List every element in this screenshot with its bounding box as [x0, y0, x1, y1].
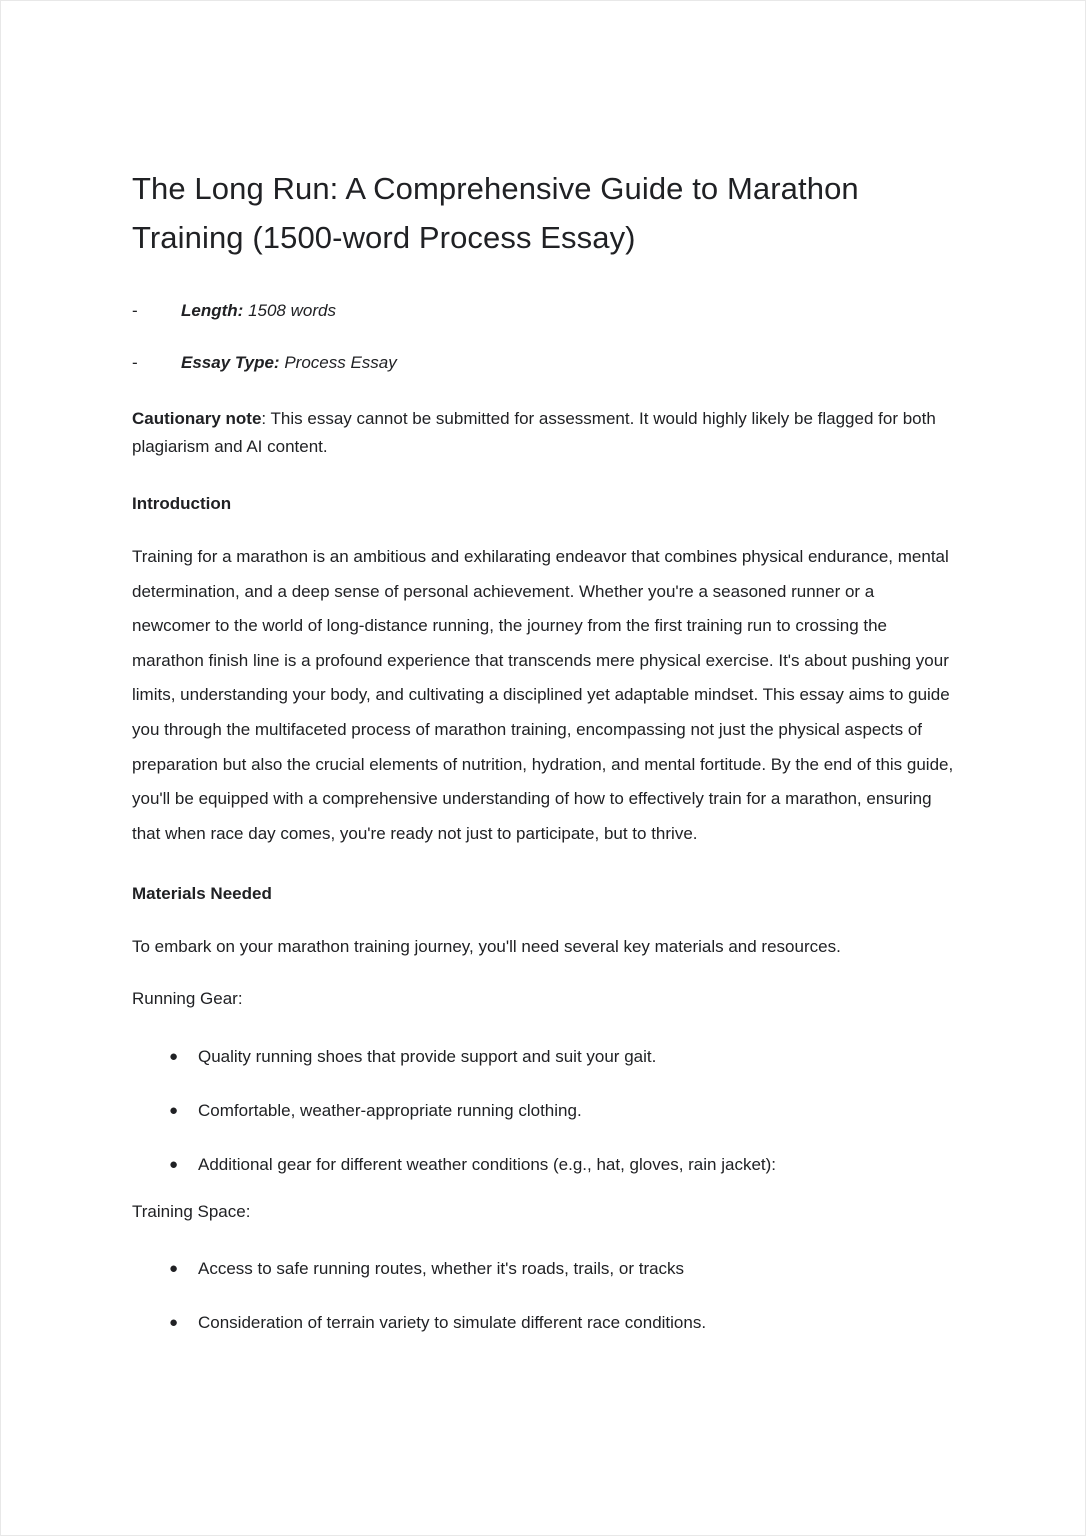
cautionary-note [132, 405, 957, 461]
list-item-text: Comfortable, weather-appropriate running clothing. [198, 1100, 582, 1120]
bullet-list-running-gear [132, 1044, 957, 1178]
page-title: The Long Run: A Comprehensive Guide to Marathon Training (1500-word Process Essay) [132, 171, 859, 255]
metadata-item-length [132, 299, 957, 323]
subgroup-label-running-gear: Running Gear: [132, 988, 243, 1008]
subgroup-label-training-space: Training Space: [132, 1201, 251, 1221]
metadata-value-essay-type: Process Essay [284, 353, 397, 372]
document-content [132, 1, 957, 1336]
metadata-label-length: Length: [181, 301, 244, 320]
list-item-text: Access to safe running routes, whether it's roads, trails, or tracks [198, 1259, 685, 1279]
cautionary-note-label: Cautionary note [132, 409, 262, 428]
section-paragraph-materials-needed: To embark on your marathon training journey, you'll need several key materials and resources. [132, 937, 841, 957]
section-heading-materials-needed: Materials Needed [132, 884, 272, 904]
section-heading-introduction: Introduction [132, 494, 232, 513]
dash-marker-icon: - [132, 353, 138, 372]
dash-marker-icon: - [132, 301, 138, 320]
list-item-text: Quality running shoes that provide support and suit your gait. [198, 1046, 657, 1066]
bullet-dot-icon: ● [169, 1155, 179, 1173]
bullet-dot-icon: ● [169, 1047, 179, 1065]
bullet-dot-icon: ● [169, 1314, 179, 1332]
bullet-dot-icon: ● [169, 1260, 179, 1278]
metadata-item-essay-type [132, 351, 957, 375]
metadata-value-length: 1508 words [248, 301, 336, 320]
list-item [132, 1256, 957, 1282]
list-item [132, 1044, 957, 1070]
list-item [132, 1098, 957, 1124]
bullet-list-training-space [132, 1256, 957, 1336]
bullet-dot-icon: ● [169, 1101, 179, 1119]
section-paragraph-introduction: Training for a marathon is an ambitious and exhilarating endeavor that combines physical endurance, mental determination, and a deep sense of personal achievement. Whether you're a seasoned runner or a newcomer to the world of long-distance running, the journey from the first training run to crossing the marathon finish line is a profound experience that transcends mere physical exercise. It's about pushing your limits, understanding your body, and cultivating a disciplined yet adaptable mindset. This essay aims to guide you through the multifaceted process of marathon training, encompassing not just the physical aspects of preparation but also the crucial elements of nutrition, hydration, and mental fortitude. By the end of this guide, you'll be equipped with a comprehensive understanding of how to effectively train for a marathon, ensuring that when race day comes, you're ready not just to participate, but to thrive. [132, 547, 954, 843]
list-item [132, 1310, 957, 1336]
cautionary-note-text: : This essay cannot be submitted for assessment. It would highly likely be flagged for both plagiarism and AI content. [132, 409, 936, 456]
list-item-text: Consideration of terrain variety to simulate different race conditions. [198, 1313, 707, 1333]
list-item [132, 1152, 957, 1178]
list-item-text: Additional gear for different weather conditions (e.g., hat, gloves, rain jacket): [198, 1154, 777, 1174]
metadata-label-essay-type: Essay Type: [181, 353, 280, 372]
